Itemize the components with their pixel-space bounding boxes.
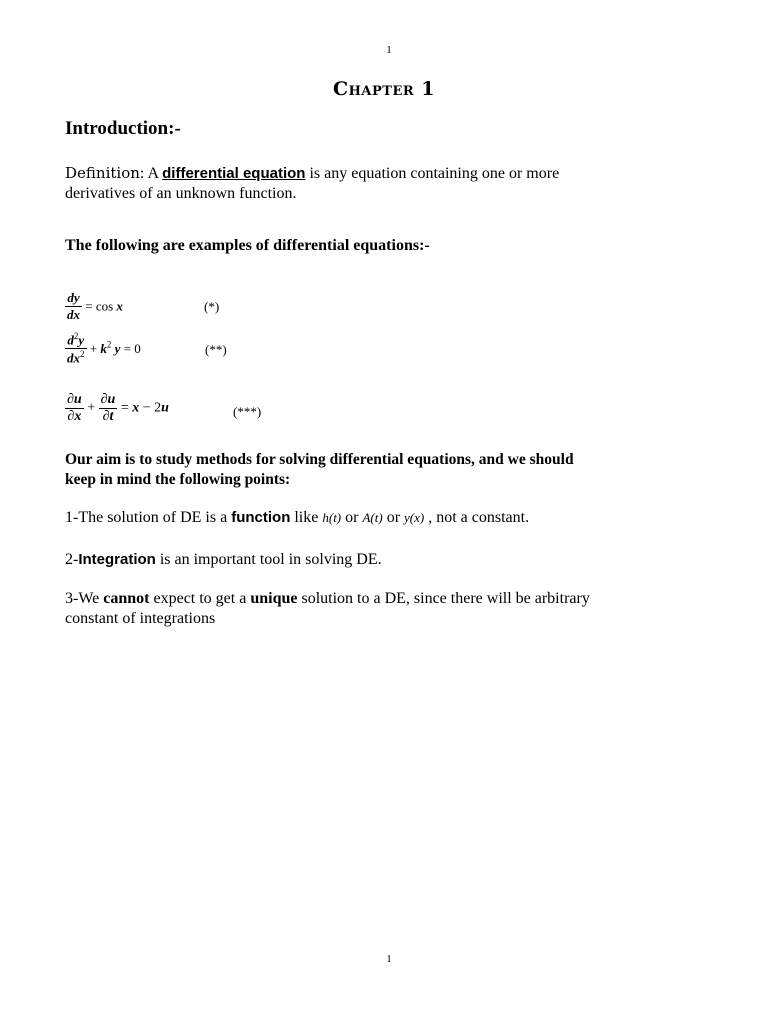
equation-1-fraction: $\frac{dy}{dx}$: [67, 290, 80, 322]
definition-line2: derivatives of an unknown function.: [65, 185, 297, 202]
point-1-like: like: [290, 509, 323, 526]
point-2: [65, 550, 382, 570]
definition-rest: is any equation containing one or more: [305, 165, 560, 182]
point-3-line2: constant of integrations: [65, 610, 216, 627]
aim-line1: Our aim is to study methods for solving differential equations, and we should: [65, 451, 574, 468]
point-1: [65, 508, 529, 528]
equation-3-tag: (***): [233, 404, 262, 419]
point-2-suffix: is an important tool in solving DE.: [155, 551, 382, 568]
point-3: [65, 589, 705, 629]
aim-paragraph: [65, 450, 705, 490]
equation-2: $\frac{d^2y}{dx^2}$ + $k^2$ y = 0: [67, 331, 141, 366]
chapter-title: Chapter 1: [333, 78, 435, 100]
point-1-or-1: or: [341, 509, 363, 526]
point-3-mid: expect to get a: [149, 590, 251, 607]
definition-term: differential equation: [162, 165, 306, 182]
examples-heading: The following are examples of differential equations:-: [65, 237, 430, 254]
equation-3-fraction-t: $\frac{\partial u}{\partial t}$: [100, 392, 116, 424]
equation-1: $\frac{dy}{dx}$ = cos x: [67, 290, 123, 322]
point-1-prefix: 1-The solution of DE is a: [65, 509, 232, 526]
equation-3: $\frac{\partial u}{\partial x}$ + $\frac{\partial u}{\partial t}$ = x − 2u: [67, 392, 169, 424]
point-3-prefix: 3-We: [65, 590, 104, 607]
point-1-math-y: y(x): [404, 510, 425, 525]
point-1-bold: function: [231, 509, 291, 526]
footer-page-number: 1: [386, 953, 392, 965]
equation-3-fraction-x: $\frac{\partial u}{\partial x}$: [67, 392, 82, 424]
point-1-or-2: or: [382, 509, 405, 526]
point-1-suffix: , not a constant.: [424, 509, 530, 526]
definition-label: Definition: [65, 164, 140, 182]
point-1-math-h: h(t): [322, 510, 342, 525]
equation-2-fraction: $\frac{d^2y}{dx^2}$: [67, 331, 85, 366]
point-1-math-a: A(t): [362, 510, 383, 525]
equation-2-tag: (**): [205, 342, 227, 357]
aim-line2: keep in mind the following points:: [65, 471, 291, 488]
definition-colon: : A: [139, 165, 163, 182]
point-2-bold: Integration: [78, 551, 156, 568]
section-heading: Introduction:-: [65, 118, 181, 139]
header-page-number: 1: [386, 44, 392, 56]
equation-1-tag: (*): [204, 299, 220, 314]
point-3-bold-cannot: cannot: [103, 590, 150, 607]
point-2-prefix: 2-: [65, 551, 79, 568]
definition-paragraph: [65, 163, 705, 204]
point-3-bold-unique: unique: [250, 590, 298, 607]
point-3-suffix: solution to a DE, since there will be arbitrary: [297, 590, 590, 607]
